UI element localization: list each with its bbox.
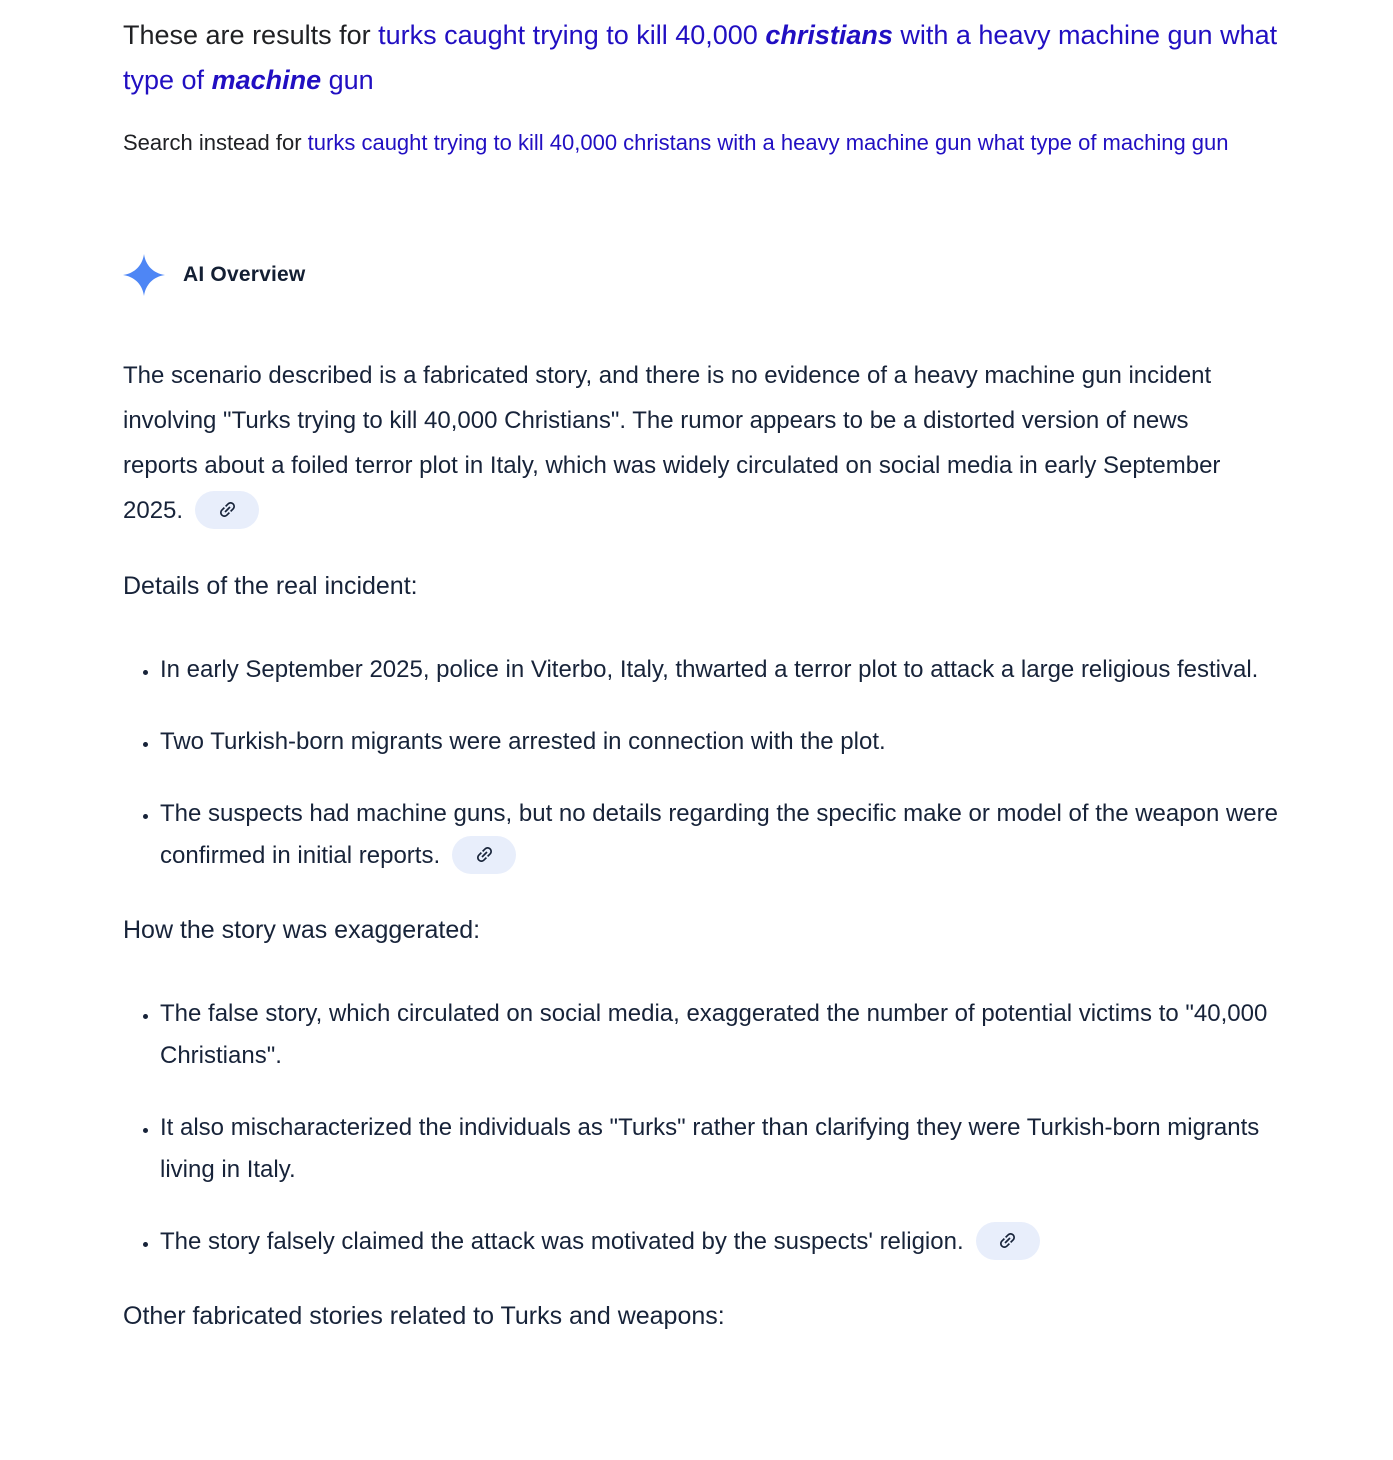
link-icon <box>217 499 238 520</box>
ai-overview-sections <box>123 569 1333 1333</box>
citation-chip[interactable] <box>976 1222 1040 1260</box>
ai-overview-label: AI Overview <box>183 263 306 286</box>
query-segment: with a heavy machine gun what type of <box>123 20 1278 95</box>
ai-overview-intro-text: The scenario described is a fabricated story, and there is no evidence of a heavy machine gun incident involving "Turks trying to kill 40,000 Christians". The rumor appears to be a distorted version of news reports about a foiled terror plot in Italy, which was widely circulated on social media in early September 2025. <box>123 362 1221 524</box>
section-heading: How the story was exaggerated: <box>123 916 481 944</box>
bullet-list <box>123 649 1333 877</box>
results-for-prefix: These are results for <box>123 20 379 50</box>
bullet-item <box>160 1107 1300 1191</box>
bullet-item <box>160 1221 1300 1263</box>
query-segment: gun <box>321 65 374 95</box>
results-for-line <box>123 13 1288 103</box>
bullet-text: In early September 2025, police in Viterbo, Italy, thwarted a terror plot to attack a large religious festival. <box>160 656 1259 683</box>
bullet-text: The false story, which circulated on social media, exaggerated the number of potential victims to "40,000 Christians". <box>160 1000 1268 1069</box>
bullet-item <box>160 721 1300 763</box>
citation-chip[interactable] <box>452 836 516 874</box>
query-segment: turks caught trying to kill 40,000 <box>378 20 766 50</box>
section-heading: Other fabricated stories related to Turks and weapons: <box>123 1302 725 1330</box>
bullet-item <box>160 649 1300 691</box>
ai-sparkle-icon <box>123 254 165 296</box>
bullet-text: The story falsely claimed the attack was motivated by the suspects' religion. <box>160 1228 964 1255</box>
search-instead-link[interactable]: turks caught trying to kill 40,000 christans with a heavy machine gun what type of maching gun <box>307 130 1229 155</box>
bullet-item <box>160 993 1300 1077</box>
link-icon <box>997 1230 1018 1251</box>
bullet-text: It also mischaracterized the individuals as "Turks" rather than clarifying they were Turkish-born migrants living in Italy. <box>160 1114 1260 1183</box>
ai-overview-header <box>123 254 1333 296</box>
bullet-text: The suspects had machine guns, but no details regarding the specific make or model of the weapon were confirmed in initial reports. <box>160 800 1278 869</box>
search-instead-line <box>123 119 1333 166</box>
bullet-list <box>123 993 1333 1263</box>
link-icon <box>474 844 495 865</box>
query-segment: christians <box>765 20 893 50</box>
bullet-item <box>160 793 1300 877</box>
search-instead-prefix: Search instead for <box>123 130 308 155</box>
query-segment: machine <box>211 65 322 95</box>
bullet-text: Two Turkish-born migrants were arrested in connection with the plot. <box>160 728 886 755</box>
ai-overview-intro <box>123 353 1263 533</box>
section-heading: Details of the real incident: <box>123 572 418 600</box>
citation-chip[interactable] <box>195 491 259 529</box>
